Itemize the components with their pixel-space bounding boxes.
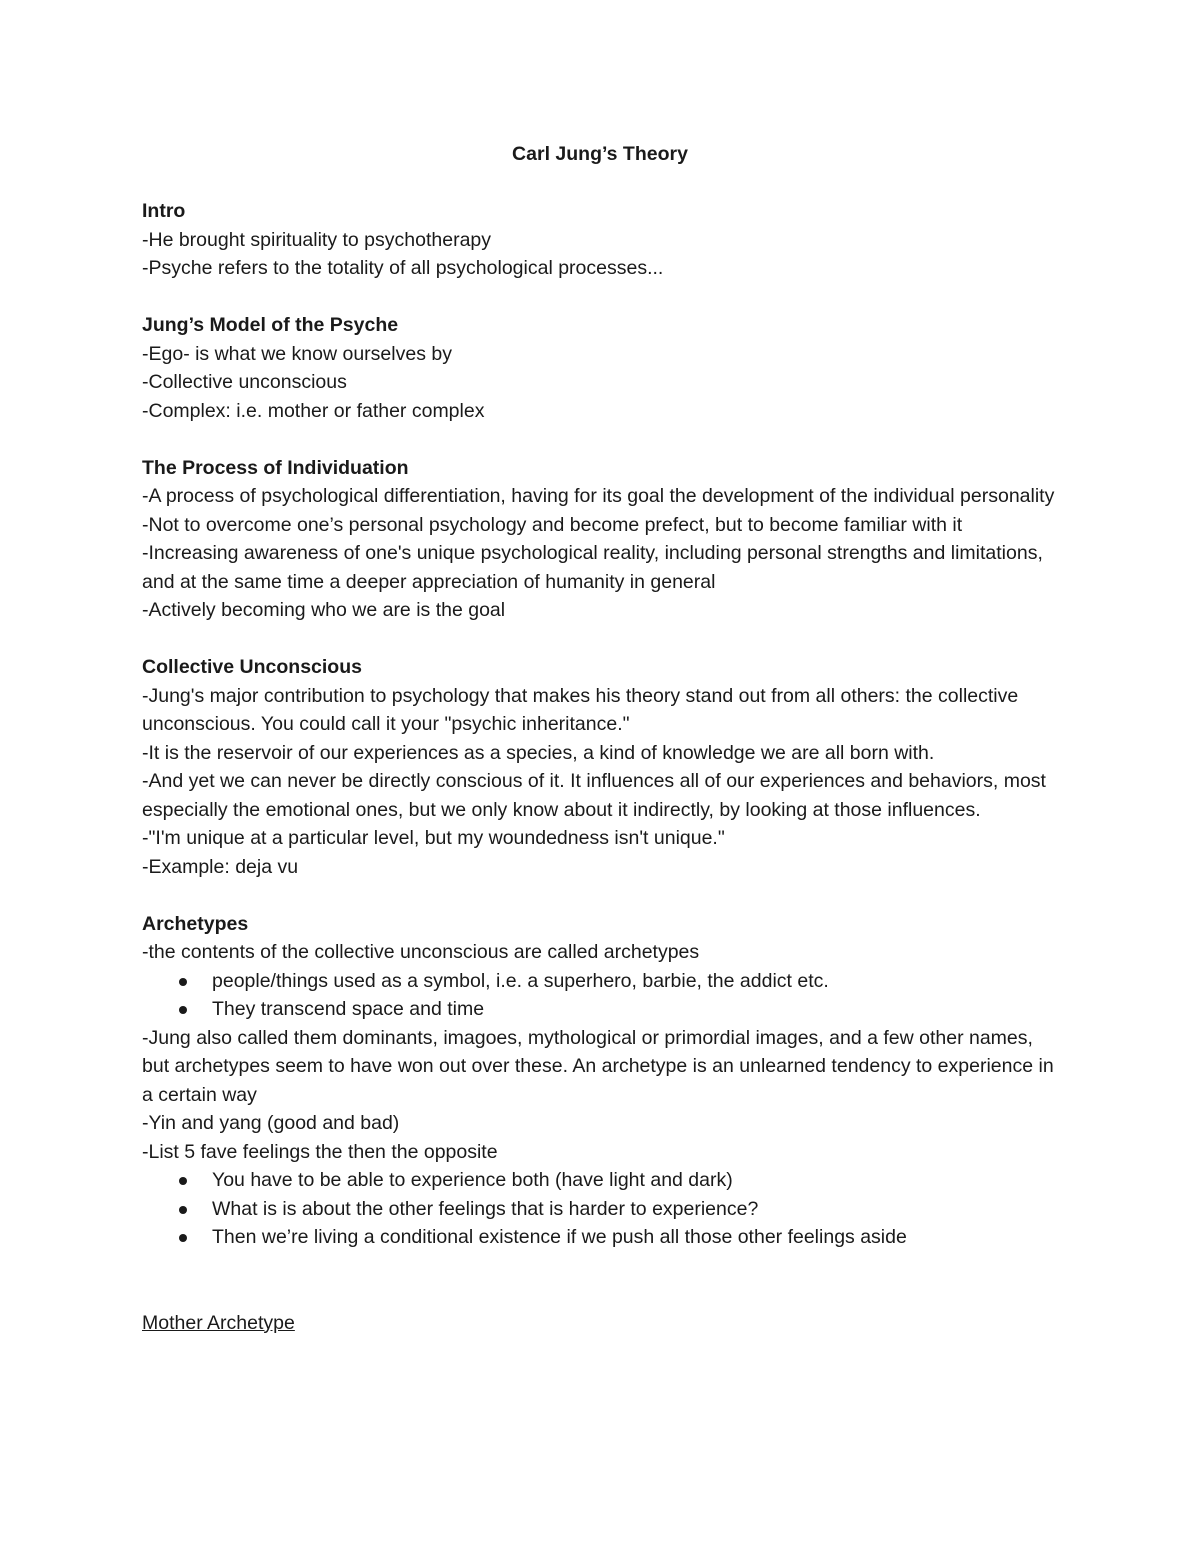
text-line: -Jung's major contribution to psychology that makes his theory stand out from all others: the collective unconscious. You could call it your "psychic inheritance." <box>142 684 1019 735</box>
bullet-icon <box>179 1177 187 1185</box>
bullet-icon <box>179 1206 187 1214</box>
text-line: -Not to overcome one’s personal psychology and become prefect, but to become familiar with it <box>142 513 963 536</box>
text-line: -List 5 fave feelings the then the opposite <box>142 1140 498 1163</box>
blank-line <box>142 1280 1062 1309</box>
text-line: -A process of psychological differentiation, having for its goal the development of the individual personality <box>142 485 1055 507</box>
text-line: -Complex: i.e. mother or father complex <box>142 399 485 422</box>
text-line: -It is the reservoir of our experiences as a species, a kind of knowledge we are all born with. <box>142 741 935 764</box>
list-item-text: They transcend space and time <box>212 998 485 1020</box>
bullet-icon <box>179 1006 187 1014</box>
document-page <box>142 140 1062 1337</box>
bullet-list <box>142 967 1062 1024</box>
section-model <box>142 311 1062 425</box>
bullet-list <box>142 1166 1062 1252</box>
list-item-text: people/things used as a symbol, i.e. a superhero, barbie, the addict etc. <box>212 969 829 992</box>
list-item <box>142 995 1062 1024</box>
text-line: -Actively becoming who we are is the goal <box>142 599 506 621</box>
section-heading-archetypes: Archetypes <box>142 912 249 935</box>
section-archetypes <box>142 910 1062 1252</box>
section-intro <box>142 197 1062 283</box>
section-individuation <box>142 454 1062 625</box>
text-line: -the contents of the collective unconscious are called archetypes <box>142 941 700 963</box>
text-line: -Increasing awareness of one's unique psychological reality, including personal strengths and limitations, and at the same time a deeper appreciation of humanity in general <box>142 542 1043 593</box>
list-item <box>142 1195 1062 1224</box>
text-line: -Yin and yang (good and bad) <box>142 1112 400 1134</box>
list-item-text: You have to be able to experience both (have light and dark) <box>212 1169 733 1191</box>
list-item-text: What is is about the other feelings that is harder to experience? <box>212 1197 759 1220</box>
section-heading-intro: Intro <box>142 200 186 222</box>
section-collective <box>142 653 1062 881</box>
text-line: -"I'm unique at a particular level, but my woundedness isn't unique." <box>142 827 725 849</box>
bullet-icon <box>179 978 187 986</box>
text-line: -Psyche refers to the totality of all psychological processes... <box>142 257 664 279</box>
text-line: -He brought spirituality to psychotherapy <box>142 228 492 251</box>
list-item <box>142 1223 1062 1252</box>
list-item <box>142 1166 1062 1195</box>
section-heading-individuation: The Process of Individuation <box>142 456 409 479</box>
list-item-text: Then we’re living a conditional existence if we push all those other feelings aside <box>212 1226 907 1248</box>
section-heading-model: Jung’s Model of the Psyche <box>142 314 399 336</box>
text-line: -Ego- is what we know ourselves by <box>142 342 452 365</box>
section-heading-collective: Collective Unconscious <box>142 656 362 678</box>
document-title: Carl Jung’s Theory <box>512 143 688 165</box>
bullet-icon <box>179 1234 187 1242</box>
text-line: -Collective unconscious <box>142 371 347 393</box>
text-line: -Jung also called them dominants, imagoes, mythological or primordial images, and a few other names, but archetypes seem to have won out over these. An archetype is an unlearned tendency to experience in a certain way <box>142 1026 1054 1106</box>
list-item <box>142 967 1062 996</box>
text-line: -And yet we can never be directly conscious of it. It influences all of our experiences and behaviors, most especially the emotional ones, but we only know about it indirectly, by looking at those influences. <box>142 770 1046 821</box>
text-line: -Example: deja vu <box>142 855 299 878</box>
subheading-mother-archetype: Mother Archetype <box>142 1311 295 1334</box>
